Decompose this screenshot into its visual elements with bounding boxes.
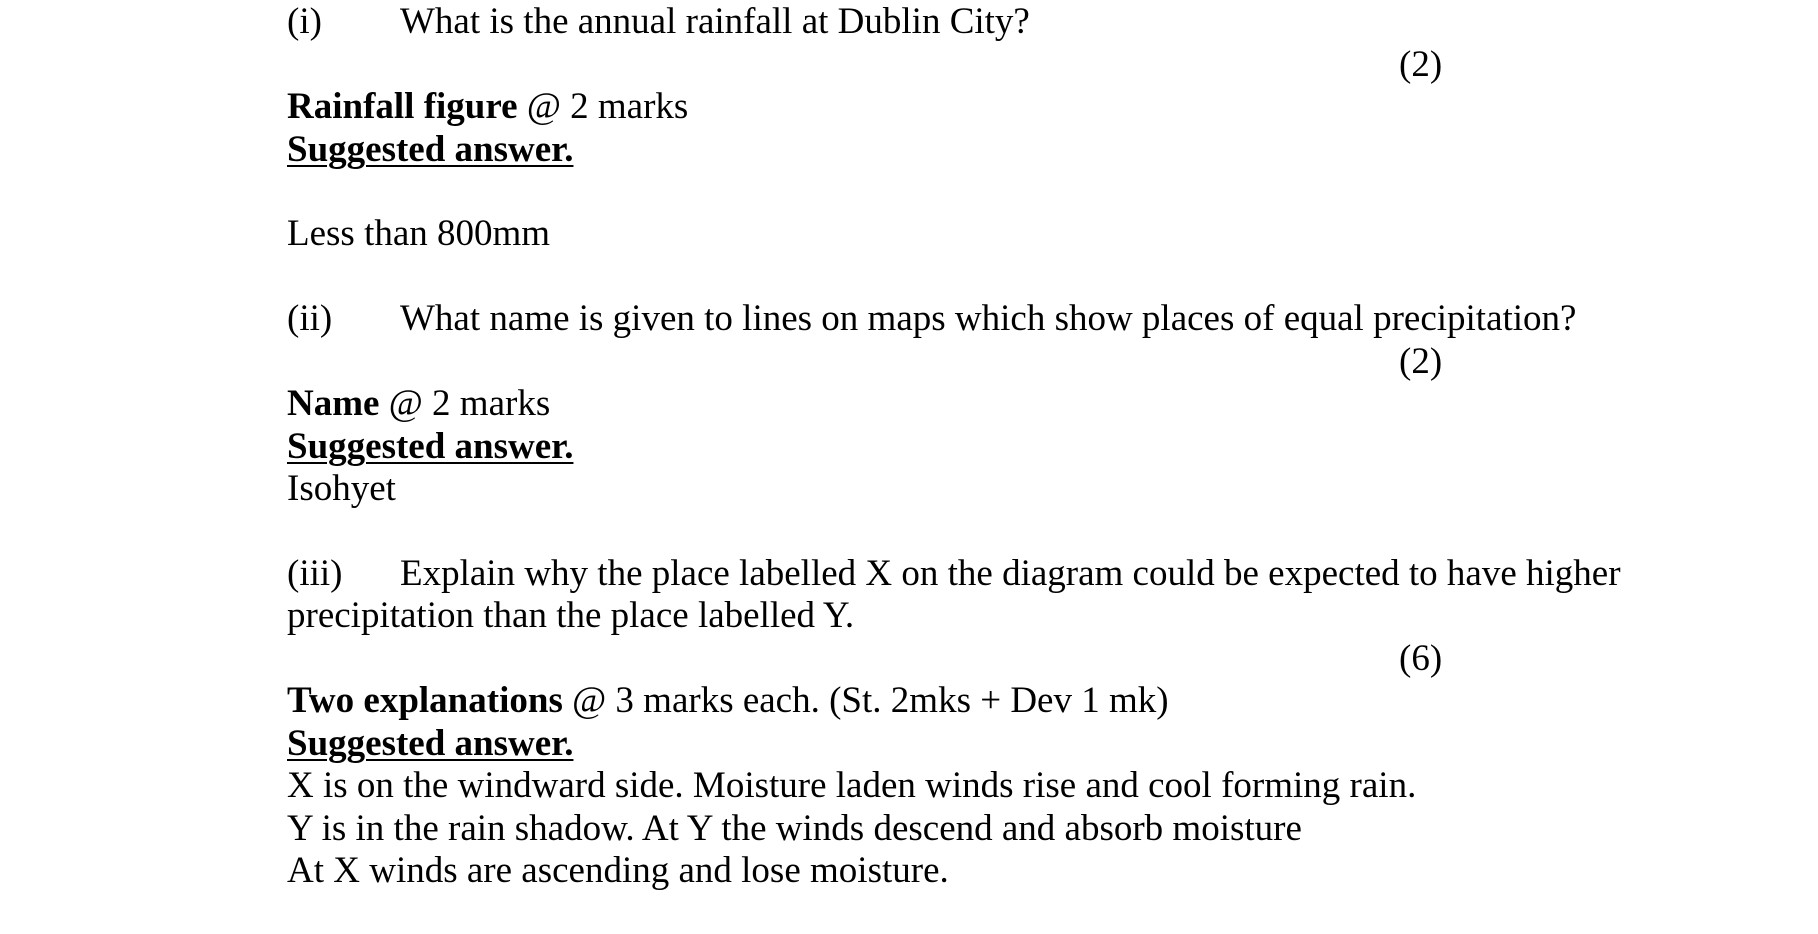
question-1-answer: Less than 800mm (287, 213, 551, 254)
question-2-scheme-label: Name (287, 383, 380, 424)
question-1 (287, 0, 1030, 43)
question-1-text: What is the annual rainfall at Dublin City? (400, 1, 1030, 42)
question-2-answer: Isohyet (287, 468, 396, 509)
question-1-suggested-heading: Suggested answer. (287, 129, 574, 170)
question-1-marks: (2) (1399, 44, 1443, 85)
question-3-marks: (6) (1399, 638, 1443, 679)
question-3-text: Explain why the place labelled X on the diagram could be expected to have higher (400, 553, 1621, 594)
question-3-marking-scheme (287, 679, 1169, 722)
question-1-marking-scheme (287, 85, 688, 128)
question-3-scheme-label: Two explanations (287, 680, 563, 721)
question-3-answer-line: Y is in the rain shadow. At Y the winds descend and absorb moisture (287, 808, 1302, 849)
question-3-scheme-detail: @ 3 marks each. (St. 2mks + Dev 1 mk) (562, 680, 1169, 721)
question-1-number: (i) (287, 1, 322, 42)
question-2-suggested-heading: Suggested answer. (287, 426, 574, 467)
question-3-answer-line: At X winds are ascending and lose moisture. (287, 850, 949, 891)
question-2-marks: (2) (1399, 341, 1443, 382)
question-2-number: (ii) (287, 298, 333, 339)
question-3-text-continued: precipitation than the place labelled Y. (287, 595, 855, 636)
question-3-suggested-heading: Suggested answer. (287, 723, 574, 764)
question-3-number: (iii) (287, 553, 343, 594)
question-2-text: What name is given to lines on maps which show places of equal precipitation? (400, 298, 1577, 339)
question-2 (287, 297, 1576, 340)
question-1-scheme-detail: @ 2 marks (517, 86, 689, 127)
question-2-marking-scheme (287, 382, 550, 425)
question-2-scheme-detail: @ 2 marks (379, 383, 551, 424)
question-3-answer-line: X is on the windward side. Moisture laden winds rise and cool forming rain. (287, 765, 1417, 806)
question-1-scheme-label: Rainfall figure (287, 86, 518, 127)
question-3 (287, 552, 1621, 595)
